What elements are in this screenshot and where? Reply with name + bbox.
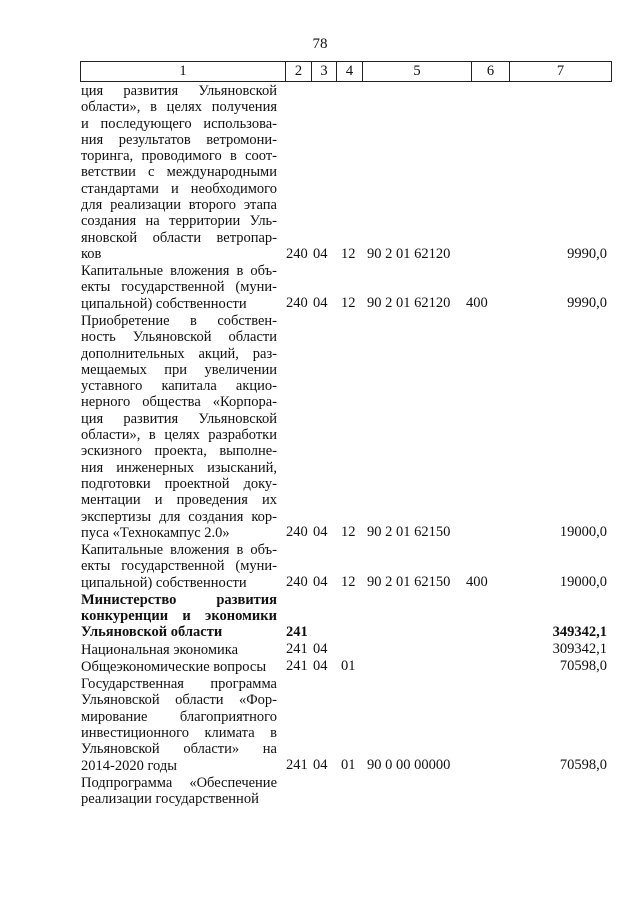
- code-c3: 04: [313, 641, 328, 658]
- description-line: Приобретение в собствен-: [81, 313, 277, 329]
- code-c5: 90 2 01 62120: [367, 245, 451, 262]
- description-line: Министерство развития: [81, 591, 277, 608]
- description-line: торинга, проводимого в соот-: [81, 148, 277, 165]
- code-c4: 01: [341, 757, 356, 774]
- description-line: 2014-2020 годы: [81, 757, 177, 774]
- code-c6: 400: [466, 295, 488, 312]
- description-line: ция развития Ульяновской: [81, 410, 277, 427]
- table-row-codes: [0, 524, 640, 541]
- description-line: ния результатов ветромони-: [81, 131, 277, 148]
- code-c4: 12: [341, 524, 356, 541]
- description-line: пуса «Технокампус 2.0»: [81, 524, 230, 541]
- table-row-codes: [0, 641, 640, 658]
- code-c2: 241: [286, 757, 308, 774]
- description-line: Подпрограмма «Обеспечение: [81, 774, 277, 791]
- code-c3: 04: [313, 757, 328, 774]
- header-col-7: 7: [509, 62, 612, 81]
- description-line: ков: [81, 245, 102, 262]
- description-line: Ульяновской области «Фор-: [81, 692, 277, 709]
- header-col-6: 6: [471, 62, 509, 81]
- header-col-5: 5: [362, 62, 471, 81]
- code-c3: 04: [313, 658, 328, 675]
- table-row-codes: [0, 574, 640, 591]
- description-line: подготовки проектной доку-: [81, 475, 277, 492]
- description-line: области», в целях разработки: [81, 427, 277, 444]
- code-c5: 90 2 01 62120: [367, 295, 451, 312]
- description-line: ципальной) собственности: [81, 574, 247, 591]
- description-line: Капитальные вложения в объ-: [81, 263, 277, 280]
- table-header: [80, 61, 612, 82]
- code-c5: 90 0 00 00000: [367, 757, 451, 774]
- description-line: инвестиционного климата в: [81, 724, 277, 741]
- description-line: экспертизы для создания кор-: [81, 508, 277, 525]
- amount-value: 19000,0: [559, 574, 607, 591]
- row-description: [81, 83, 277, 262]
- description-line: стандартами и необходимого: [81, 180, 277, 197]
- description-line: мещаемых при увеличении: [81, 361, 277, 378]
- amount-value: 349342,1: [552, 624, 607, 640]
- table-row-codes: [0, 757, 640, 774]
- description-line: конкуренции и экономики: [81, 608, 277, 625]
- table-row-codes: [0, 295, 640, 312]
- amount-value: 70598,0: [559, 658, 607, 675]
- amount-value: 70598,0: [559, 757, 607, 774]
- code-c2: 240: [286, 295, 308, 312]
- header-col-2: 2: [285, 62, 311, 81]
- code-c2: 241: [286, 641, 308, 658]
- code-c2: 240: [286, 245, 308, 262]
- table-row-codes: [0, 246, 640, 263]
- description-line: дополнительных акций, раз-: [81, 345, 277, 362]
- code-c5: 90 2 01 62150: [367, 524, 451, 541]
- code-c2: 240: [286, 524, 308, 541]
- row-description: [81, 313, 277, 541]
- description-line: Общеэкономические вопросы: [81, 658, 267, 675]
- page-number: 78: [312, 36, 328, 52]
- description-line: ципальной) собственности: [81, 295, 247, 312]
- code-c3: 04: [313, 245, 328, 262]
- description-line: Ульяновской области: [81, 624, 223, 641]
- amount-value: 9990,0: [567, 245, 607, 262]
- amount-value: 19000,0: [559, 524, 607, 541]
- description-line: ность Ульяновской области: [81, 329, 277, 346]
- description-line: Национальная экономика: [81, 641, 239, 658]
- description-line: и последующего использова-: [81, 115, 277, 132]
- description-line: Государственная программа: [81, 676, 277, 693]
- amount-value: 309342,1: [552, 641, 607, 658]
- description-line: уставного капитала акцио-: [81, 378, 277, 395]
- description-line: области», в целях получения: [81, 99, 277, 116]
- description-line: ментации и проведения их: [81, 492, 277, 509]
- description-line: Капитальные вложения в объ-: [81, 542, 277, 559]
- description-line: екты государственной (муни-: [81, 279, 277, 296]
- code-c4: 12: [341, 574, 356, 591]
- description-line: ция развития Ульяновской: [81, 83, 277, 99]
- header-col-3: 3: [311, 62, 336, 81]
- header-col-1: 1: [80, 62, 285, 81]
- code-c4: 01: [341, 658, 356, 675]
- code-c3: 04: [313, 574, 328, 591]
- code-c4: 12: [341, 295, 356, 312]
- code-c3: 04: [313, 524, 328, 541]
- code-c6: 400: [466, 574, 488, 591]
- description-line: яновской области ветропар-: [81, 229, 277, 246]
- code-c2: 241: [286, 658, 308, 675]
- header-col-4: 4: [336, 62, 362, 81]
- description-line: екты государственной (муни-: [81, 558, 277, 575]
- code-c2: 241: [286, 624, 308, 640]
- code-c3: 04: [313, 295, 328, 312]
- amount-value: 9990,0: [567, 295, 607, 312]
- description-line: создания на территории Уль-: [81, 213, 277, 230]
- code-c4: 12: [341, 245, 356, 262]
- description-line: для реализации второго этапа: [81, 197, 277, 214]
- description-line: ния инженерных изысканий,: [81, 459, 277, 476]
- description-line: мирование благоприятного: [81, 708, 277, 725]
- table-row-codes: [0, 624, 640, 641]
- code-c5: 90 2 01 62150: [367, 574, 451, 591]
- table-row-codes: [0, 658, 640, 675]
- description-line: Ульяновской области» на: [81, 741, 277, 758]
- description-line: реализации государственной: [81, 791, 259, 808]
- code-c2: 240: [286, 574, 308, 591]
- description-line: эскизного проекта, выполне-: [81, 443, 277, 460]
- description-line: ветствии с международными: [81, 164, 277, 181]
- table-row-codes: [0, 791, 640, 808]
- description-line: нерного общества «Корпора-: [81, 394, 277, 411]
